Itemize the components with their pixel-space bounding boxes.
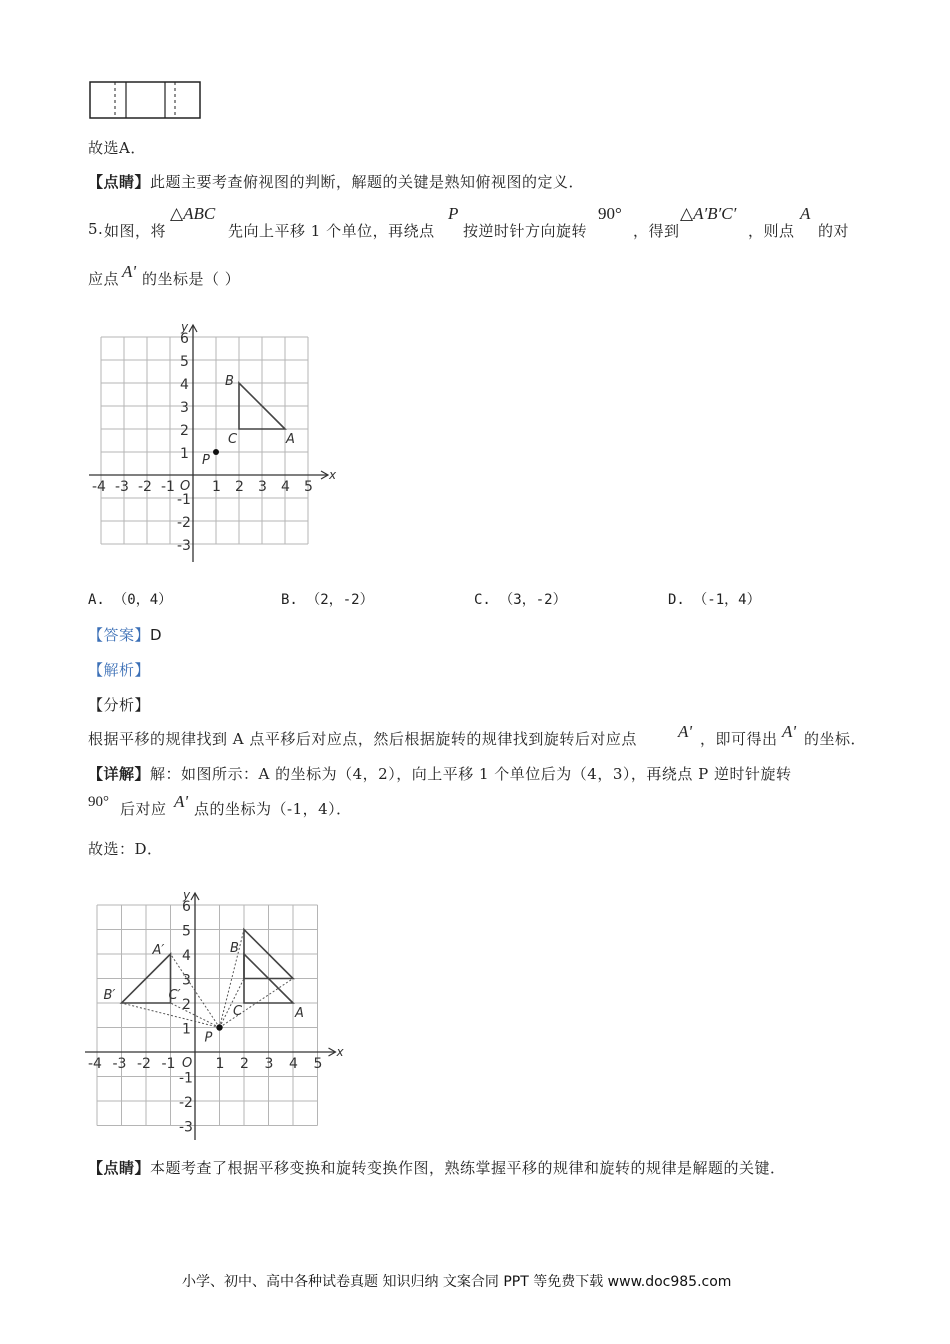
detail-line-1 xyxy=(88,763,792,784)
x-tick-label: 1 xyxy=(212,479,221,495)
point-p: P xyxy=(448,204,459,223)
coordinate-graph-1 xyxy=(80,305,340,565)
answer-tag: 【答案】 xyxy=(88,626,151,644)
answer-value: D xyxy=(150,626,163,644)
label-c-prime: C′ xyxy=(168,988,181,1003)
point-p-dot xyxy=(216,1024,222,1030)
label-c: C xyxy=(233,1004,243,1019)
label-p: P xyxy=(202,453,210,468)
y-axis-label: y xyxy=(183,888,191,902)
x-tick-label: -2 xyxy=(138,479,152,495)
x-axis-label: x xyxy=(336,1045,344,1059)
detail-angle: 90° xyxy=(88,794,109,810)
fenxi-sym-2: A' xyxy=(782,722,797,741)
y-tick-label: 5 xyxy=(180,354,189,370)
detail-sym: A' xyxy=(174,792,189,811)
point-a: A xyxy=(800,204,811,223)
x-tick-label: 4 xyxy=(281,479,290,495)
comment-tag: 【点睛】 xyxy=(88,173,151,191)
label-p: P xyxy=(204,1030,213,1046)
x-tick-label: 3 xyxy=(258,479,267,495)
y-tick-label: -3 xyxy=(177,538,191,554)
x-tick-label: -3 xyxy=(115,479,129,495)
x-axis-label: x xyxy=(329,468,337,482)
x-tick-label: -1 xyxy=(161,479,175,495)
question-text-1: 如图，将 xyxy=(104,222,167,240)
analysis-tag: 【解析】 xyxy=(88,661,151,679)
coordinate-graph-2 xyxy=(80,865,360,1140)
detail-text-c: 点的坐标为（-1，4）． xyxy=(194,800,352,818)
label-b: B xyxy=(225,374,234,389)
x-tick-label: 2 xyxy=(240,1056,249,1072)
option-c-letter: C. xyxy=(474,592,491,608)
prev-choice: 故选A． xyxy=(88,139,146,157)
question-text-8: 的坐标是（ ） xyxy=(142,270,241,288)
question-number: 5. xyxy=(88,220,104,238)
x-tick-label: -2 xyxy=(137,1056,151,1072)
question-text-7: 应点 xyxy=(88,270,120,288)
x-tick-label: -4 xyxy=(92,479,106,495)
y-tick-label: 4 xyxy=(180,377,189,393)
question-line-1 xyxy=(88,202,868,242)
option-b-value: （2，-2） xyxy=(306,592,374,608)
point-p-dot xyxy=(213,449,219,455)
option-b[interactable] xyxy=(281,589,374,609)
y-tick-label: 1 xyxy=(182,1021,191,1038)
detail-tag: 【详解】 xyxy=(88,765,151,783)
option-c-value: （3，-2） xyxy=(499,592,567,608)
option-a[interactable] xyxy=(88,589,172,609)
x-tick-label: 3 xyxy=(264,1056,274,1072)
y-tick-label: 5 xyxy=(182,923,191,940)
triangle-abc: △ABC xyxy=(170,204,216,223)
x-tick-label: 2 xyxy=(235,479,244,495)
x-tick-label: -1 xyxy=(161,1056,176,1072)
origin-label: O xyxy=(182,1056,193,1071)
origin-label: O xyxy=(180,479,191,494)
fenxi-line xyxy=(88,720,888,752)
y-axis-label: y xyxy=(181,320,189,334)
y-tick-label: 6 xyxy=(180,331,189,347)
option-b-letter: B. xyxy=(281,592,298,608)
detail-text-a: 解：如图所示：A 的坐标为（4，2），向上平移 1 个单位后为（4，3），再绕点 P 逆时针旋转 xyxy=(150,765,792,783)
option-d-value: （-1，4） xyxy=(693,592,761,608)
fenxi-text-a: 根据平移的规律找到 A 点平移后对应点，然后根据旋转的规律找到旋转后对应点 xyxy=(88,730,637,748)
option-d-letter: D. xyxy=(668,592,685,608)
y-tick-label: -2 xyxy=(177,515,191,531)
y-tick-label: -1 xyxy=(179,1070,193,1087)
label-c: C xyxy=(228,432,238,447)
label-a: A xyxy=(295,1006,304,1021)
footer-text: 小学、初中、高中各种试卷真题 知识归纳 文案合同 PPT 等免费下载 www.doc985.com xyxy=(182,1274,732,1290)
final-comment-text: 本题考查了根据平移变换和旋转变换作图，熟练掌握平移的规律和旋转的规律是解题的关键． xyxy=(150,1159,786,1177)
question-text-5: ，则点 xyxy=(748,222,795,240)
x-tick-label: 1 xyxy=(215,1056,225,1072)
x-tick-label: 4 xyxy=(289,1056,298,1072)
detail-choice: 故选：D． xyxy=(88,840,163,858)
y-tick-label: 2 xyxy=(182,997,191,1013)
prev-comment xyxy=(88,171,584,192)
x-tick-label: -3 xyxy=(112,1056,127,1072)
question-text-3: 按逆时针方向旋转 xyxy=(463,222,588,240)
y-tick-label: 2 xyxy=(180,423,189,439)
option-c[interactable] xyxy=(474,589,567,609)
option-a-letter: A. xyxy=(88,592,105,608)
question-text-2: 先向上平移 1 个单位，再绕点 xyxy=(228,222,435,240)
question-line-2 xyxy=(88,262,388,292)
angle-90: 90° xyxy=(598,204,622,223)
detail-line-2 xyxy=(88,790,488,822)
fenxi-text-b: ，即可得出 xyxy=(700,730,778,748)
comment-text: 此题主要考查俯视图的判断，解题的关键是熟知俯视图的定义． xyxy=(150,173,585,191)
x-tick-label: -4 xyxy=(88,1056,102,1072)
question-text-4: ，得到 xyxy=(633,222,680,240)
fenxi-sym-1: A' xyxy=(678,722,693,741)
label-b: B xyxy=(230,941,239,956)
option-d[interactable] xyxy=(668,589,761,609)
fenxi-tag: 【分析】 xyxy=(88,696,151,714)
x-tick-label: 5 xyxy=(313,1056,323,1072)
y-tick-label: 3 xyxy=(180,400,189,416)
question-text-6: 的对 xyxy=(818,222,850,240)
x-tick-label: 5 xyxy=(304,479,313,495)
label-a-prime: A′ xyxy=(152,943,165,958)
y-tick-label: -2 xyxy=(179,1095,193,1111)
point-a-prime: A' xyxy=(122,262,137,281)
fenxi-text-c: 的坐标． xyxy=(804,730,867,748)
detail-text-b: 后对应 xyxy=(120,800,167,818)
final-comment xyxy=(88,1157,786,1178)
y-tick-label: -3 xyxy=(179,1119,193,1136)
triangle-abc-prime: △A′B′C′ xyxy=(680,204,737,223)
option-a-value: （0，4） xyxy=(113,592,173,608)
label-b-prime: B′ xyxy=(103,988,116,1003)
final-comment-tag: 【点睛】 xyxy=(88,1159,151,1177)
y-tick-label: 1 xyxy=(180,446,189,462)
y-tick-label: 3 xyxy=(182,972,191,989)
top-view-figure xyxy=(88,80,204,122)
label-a: A xyxy=(286,432,295,447)
y-tick-label: 6 xyxy=(182,899,191,915)
y-tick-label: 4 xyxy=(182,948,191,964)
y-tick-label: -1 xyxy=(177,492,191,508)
answer-line xyxy=(88,624,162,645)
